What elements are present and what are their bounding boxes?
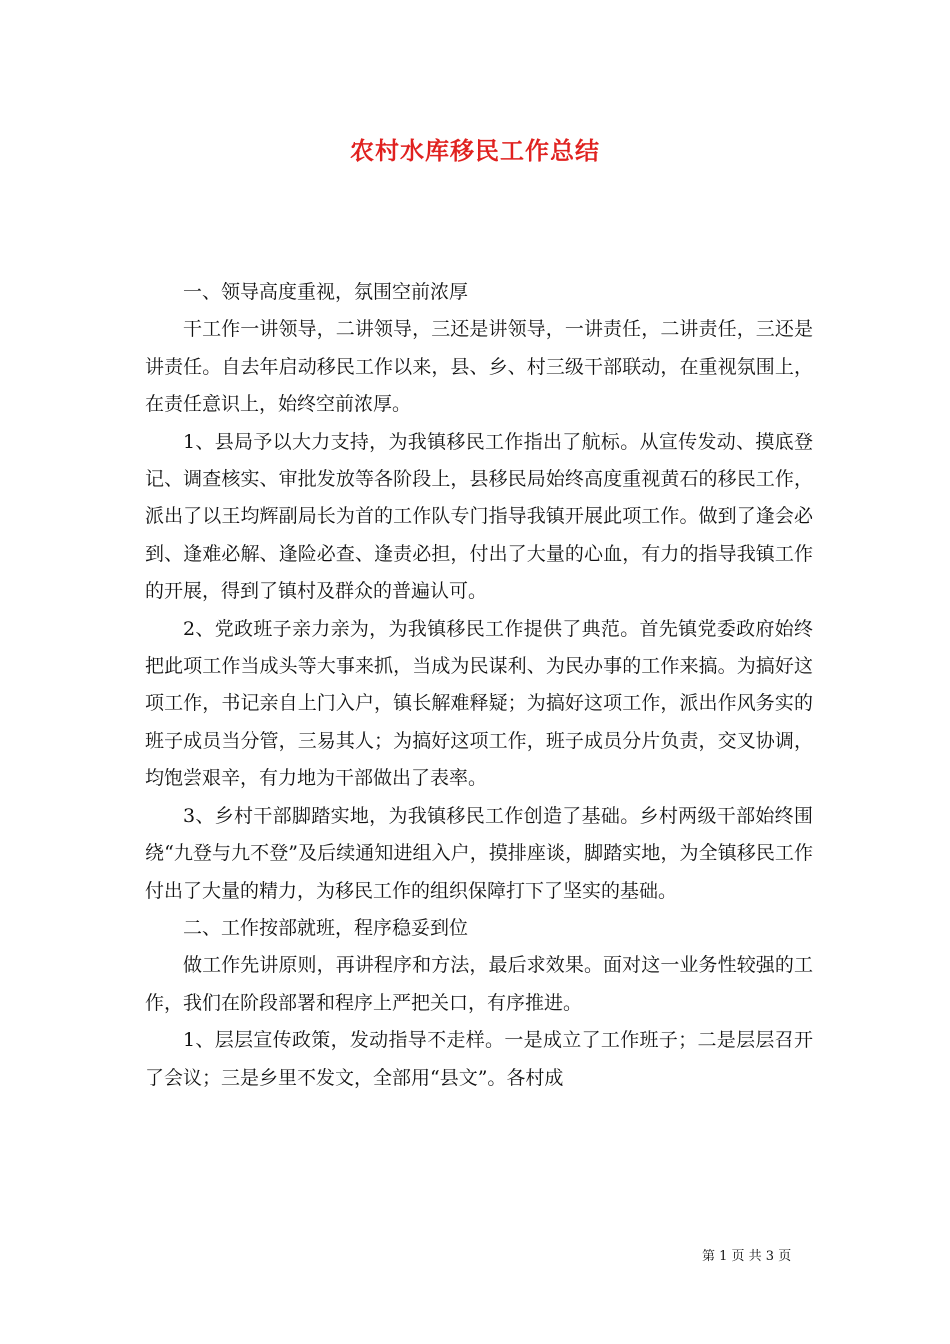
section-heading-2: 二、工作按部就班，程序稳妥到位 (183, 916, 469, 939)
document-body (145, 274, 813, 1097)
page-number: 第 1 页 共 3 页 (702, 1249, 792, 1264)
paragraph: 1、层层宣传政策，发动指导不走样。一是成立了工作班子；二是层层召开了会议；三是乡里不发文，全部用“县文”。各村成 (145, 1029, 813, 1089)
paragraph: 1、县局予以大力支持，为我镇移民工作指出了航标。从宣传发动、摸底登记、调查核实、审批发放等各阶段上，县移民局始终高度重视黄石的移民工作，派出了以王均辉副局长为首的工作队专门指导我镇开展此项工作。做到了逢会必到、逢难必解、逢险必查、逢责必担，付出了大量的心血，有力的指导我镇工作的开展，得到了镇村及群众的普遍认可。 (145, 430, 813, 603)
paragraph: 2、党政班子亲力亲为，为我镇移民工作提供了典范。首先镇党委政府始终把此项工作当成头等大事来抓，当成为民谋利、为民办事的工作来搞。为搞好这项工作，书记亲自上门入户，镇长解难释疑；为搞好这项工作，派出作风务实的班子成员当分管，三易其人；为搞好这项工作，班子成员分片负责，交叉协调，均饱尝艰辛，有力地为干部做出了表率。 (145, 617, 813, 790)
paragraph: 3、乡村干部脚踏实地，为我镇移民工作创造了基础。乡村两级干部始终围绕“九登与九不登”及后续通知进组入户，摸排座谈，脚踏实地，为全镇移民工作付出了大量的精力，为移民工作的组织保障打下了坚实的基础。 (145, 804, 813, 902)
paragraph: 干工作一讲领导，二讲领导，三还是讲领导，一讲责任，二讲责任，三还是讲责任。自去年启动移民工作以来，县、乡、村三级干部联动，在重视氛围上，在责任意识上，始终空前浓厚。 (145, 318, 813, 416)
paragraph: 做工作先讲原则，再讲程序和方法，最后求效果。面对这一业务性较强的工作，我们在阶段部署和程序上严把关口，有序推进。 (145, 954, 813, 1014)
section-heading-1: 一、领导高度重视，氛围空前浓厚 (183, 281, 469, 303)
document-title: 农村水库移民工作总结 (350, 136, 600, 165)
